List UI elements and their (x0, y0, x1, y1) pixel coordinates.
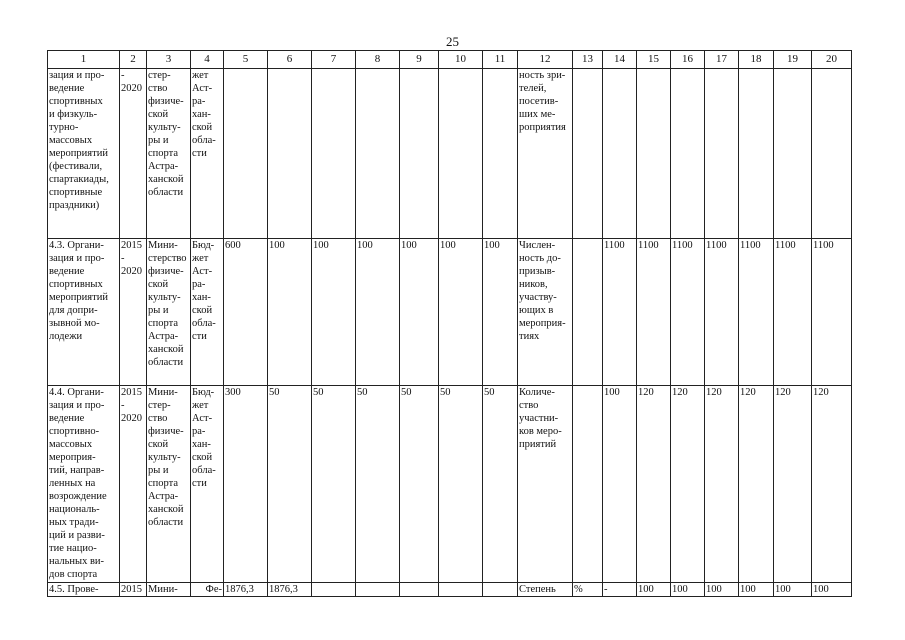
table-cell: 100 (774, 583, 812, 597)
table-cell (483, 69, 518, 239)
table-cell: Числен- ность до- призыв- ников, участву- ющих в мероприя- тиях (518, 239, 573, 386)
table-cell: жет Аст- ра- хан- ской обла- сти (191, 69, 224, 239)
table-cell: 50 (439, 386, 483, 583)
column-header: 2 (120, 51, 147, 69)
table-cell: 2015 - 2020 (120, 239, 147, 386)
table-cell (774, 69, 812, 239)
table-cell: 120 (812, 386, 852, 583)
table-cell (812, 69, 852, 239)
page-number: 25 (446, 34, 459, 49)
column-header: 16 (671, 51, 705, 69)
table-cell: 120 (739, 386, 774, 583)
table-cell (268, 69, 312, 239)
column-header: 4 (191, 51, 224, 69)
table-cell (739, 69, 774, 239)
column-header: 7 (312, 51, 356, 69)
table-cell: Мини- стерство физиче- ской культу- ры и спорта Астра- ханской области (147, 239, 191, 386)
table-cell: 1876,3 (224, 583, 268, 597)
table-cell: Мини- (147, 583, 191, 597)
column-header: 10 (439, 51, 483, 69)
column-header: 6 (268, 51, 312, 69)
table-cell: 100 (739, 583, 774, 597)
table-cell: 100 (400, 239, 439, 386)
header-row (48, 51, 852, 69)
table-cell: 100 (439, 239, 483, 386)
table-cell (439, 69, 483, 239)
column-header: 3 (147, 51, 191, 69)
table-cell: Бюд- жет Аст- ра- хан- ской обла- сти (191, 386, 224, 583)
column-header: 17 (705, 51, 739, 69)
table-cell: Степень (518, 583, 573, 597)
table-cell: ность зри- телей, посетив- ших ме- роприятия (518, 69, 573, 239)
table-row (48, 239, 852, 386)
table-cell: 100 (812, 583, 852, 597)
table-cell (356, 583, 400, 597)
table-cell: 1100 (705, 239, 739, 386)
table-cell: 100 (356, 239, 400, 386)
column-header: 20 (812, 51, 852, 69)
table-cell: 100 (637, 583, 671, 597)
table-cell: 4.3. Органи- зация и про- ведение спортивных мероприятий для допри- зывной мо- лодежи (48, 239, 120, 386)
table-row (48, 69, 852, 239)
table-cell (483, 583, 518, 597)
table-cell (573, 386, 603, 583)
table-cell: - 2020 (120, 69, 147, 239)
table-cell: 50 (268, 386, 312, 583)
column-header: 1 (48, 51, 120, 69)
table-cell (573, 69, 603, 239)
table-cell: 100 (483, 239, 518, 386)
table-cell: 120 (774, 386, 812, 583)
table-cell: 100 (705, 583, 739, 597)
column-header: 19 (774, 51, 812, 69)
table-cell: 4.5. Прове- (48, 583, 120, 597)
table-cell (573, 239, 603, 386)
table-cell: 100 (671, 583, 705, 597)
table-cell: 2015 - 2020 (120, 386, 147, 583)
column-header: 11 (483, 51, 518, 69)
table-cell: 50 (483, 386, 518, 583)
table-cell (224, 69, 268, 239)
table-cell: 1100 (603, 239, 637, 386)
table-row (48, 386, 852, 583)
table-cell: 1876,3 (268, 583, 312, 597)
table-cell: зация и про- ведение спортивных и физкуль- турно- массовых мероприятий (фестивали, спартакиады, спортивные праздники) (48, 69, 120, 239)
table-cell (637, 69, 671, 239)
column-header: 14 (603, 51, 637, 69)
table-cell: 1100 (739, 239, 774, 386)
table-cell: 1100 (671, 239, 705, 386)
table-cell: 1100 (774, 239, 812, 386)
table-cell: 600 (224, 239, 268, 386)
table-cell (439, 583, 483, 597)
column-header: 18 (739, 51, 774, 69)
table-cell: 1100 (812, 239, 852, 386)
table-cell: 120 (705, 386, 739, 583)
table-cell: 2015 (120, 583, 147, 597)
table-cell: 300 (224, 386, 268, 583)
table-cell: 120 (637, 386, 671, 583)
table-cell: 50 (356, 386, 400, 583)
table-cell: Бюд- жет Аст- ра- хан- ской обла- сти (191, 239, 224, 386)
table-cell: Фе- (191, 583, 224, 597)
table-cell (356, 69, 400, 239)
column-header: 12 (518, 51, 573, 69)
program-table (47, 50, 852, 597)
column-header: 13 (573, 51, 603, 69)
table-cell: 100 (603, 386, 637, 583)
table-cell: стер- ство физиче- ской культу- ры и спорта Астра- ханской области (147, 69, 191, 239)
table-cell: 4.4. Органи- зация и про- ведение спортивно- массовых мероприя- тий, направ- ленных на возрождение националь- ных тради- ций и разви- тие нацио- нальных ви- дов спорта (48, 386, 120, 583)
table-cell: Мини- стер- ство физиче- ской культу- ры и спорта Астра- ханской области (147, 386, 191, 583)
table-cell (400, 583, 439, 597)
table-cell: Количе- ство участни- ков меро- приятий (518, 386, 573, 583)
column-header: 5 (224, 51, 268, 69)
column-header: 15 (637, 51, 671, 69)
table-cell (603, 69, 637, 239)
table-cell: - (603, 583, 637, 597)
table-cell: 120 (671, 386, 705, 583)
table-cell (671, 69, 705, 239)
table-cell: 1100 (637, 239, 671, 386)
table-cell (312, 69, 356, 239)
column-header: 8 (356, 51, 400, 69)
table-cell: 50 (400, 386, 439, 583)
table-cell: 50 (312, 386, 356, 583)
column-header: 9 (400, 51, 439, 69)
table-cell: 100 (268, 239, 312, 386)
table-cell (400, 69, 439, 239)
table-cell (312, 583, 356, 597)
table-cell: % (573, 583, 603, 597)
table-cell: 100 (312, 239, 356, 386)
table-cell (705, 69, 739, 239)
table-row (48, 583, 852, 597)
